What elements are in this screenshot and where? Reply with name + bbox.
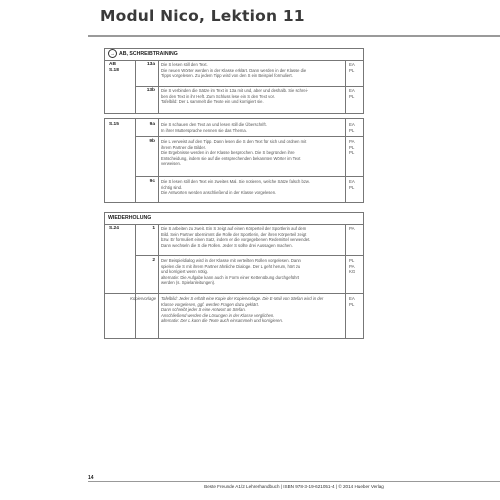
exercise-number: 9b <box>149 139 155 144</box>
section-header <box>105 49 363 61</box>
arrow-right-icon: → <box>108 49 117 58</box>
column-divider <box>135 224 136 338</box>
source-label: S.15 <box>109 122 119 127</box>
row-divider <box>105 293 363 294</box>
social-form: PA <box>349 226 355 231</box>
section-wiederholung <box>104 212 364 339</box>
exercise-text: Die S lesen still den Text ein zweites Mal. Sie notieren, welche Sätze falsch bzw. richtig sind. Die Antworten werden anschließend in der Klasse vorgelesen. <box>161 179 310 196</box>
row-divider <box>135 86 363 87</box>
social-form: PA PL PL <box>349 139 355 156</box>
exercise-number: 13a <box>146 62 155 67</box>
exercise-number: 13b <box>146 88 155 93</box>
row-divider <box>135 176 363 177</box>
exercise-text: Die S lesen still den Text. Die neuen Wörter werden in der Klasse erklärt. Dann werden in der Klasse die Tipps vorgelesen. Zu jedem Tipp wird von den S ein Beispiel formuliert. <box>161 62 307 79</box>
exercise-number: 9a <box>149 122 155 127</box>
section-header <box>105 213 363 225</box>
column-divider <box>345 119 346 202</box>
row-divider <box>135 255 363 256</box>
section-reading <box>104 118 364 203</box>
section-schreibtraining <box>104 48 364 114</box>
column-divider <box>158 119 159 202</box>
exercise-text: Die S arbeiten zu zweit. Ein S zeigt auf einen Körperteil der Sportlerin auf dem Bild. Sein Partner übernimmt die Rolle der Sportlerin, der ihren Körperteil zeigt bzw. Er formuliert einen Satz, indem er die vorgegebenen Redemittel verwendet. Dann wechseln die S die Rollen. Jeder S sollte drei Aussagen machen. <box>161 226 311 248</box>
social-form: EA PL <box>349 62 355 73</box>
social-form: EA PL <box>349 88 355 99</box>
exercise-number: 1 <box>152 226 155 231</box>
page-title: Modul Nico, Lektion 11 <box>100 7 305 25</box>
exercise-number: 9c <box>149 179 155 184</box>
row-divider <box>135 136 363 137</box>
footer-text: Beste Freunde A1/2 Lehrerhandbuch | ISBN 978-3-19-621051-4 | © 2014 Hueber Verlag <box>204 484 384 489</box>
footer-divider <box>88 481 500 482</box>
section-title: AB, SCHREIBTRAINING <box>119 51 178 57</box>
exercise-text: Tafelbild: Jeder S erhält eine Kopie der Kopiervorlage. Die E-Mail von Stefan wird in der Klasse vorgelesen, ggf. werden Fragen dazu geklärt. Dann schreibt jeder S eine Antwort an Stefan. Anschließend werden die Lösungen in der Klasse verglichen. alternativ: Der L kann die Texte auch einsammeln und korrigieren. <box>161 296 324 324</box>
section-title: WIEDERHOLUNG <box>108 215 152 221</box>
social-form: EA PL <box>349 122 355 133</box>
column-divider <box>158 224 159 338</box>
social-form: EA PL <box>349 179 355 190</box>
social-form: PL PA KG <box>349 258 356 275</box>
column-divider <box>345 224 346 338</box>
column-divider <box>135 119 136 202</box>
exercise-text: Die L verweist auf den Tipp. Dann lesen die S den Text für sich und ordnen mit ihrem Partner die Bilder. Die Ergebnisse werden in der Klasse besprochen. Die S begründen ihre Entscheidung, indem sie auf die entsprechenden bekannten Wörter im Text verweisen. <box>161 139 307 167</box>
page-number: 14 <box>88 475 94 481</box>
title-divider <box>88 35 500 37</box>
source-label: S.24 <box>109 226 119 231</box>
source-label: AB S.18 <box>109 62 119 73</box>
exercise-text: Der Beispieldialog wird in der Klasse mit verteilten Rollen vorgelesen. Dann spielen die S mit ihrem Partner ähnliche Dialoge. Der L geht herum, hört zu und korrigiert wenn nötig. alternativ: Die Aufgabe kann auch in Form einer Kettenübung durchgeführt werden (s. Spielanleitungen). <box>161 258 301 286</box>
exercise-text: Die S schauen den Text an und lesen still die Überschrift. In ihrer Muttersprache nennen sie das Thema. <box>161 122 267 133</box>
social-form: EA PL <box>349 296 355 307</box>
exercise-text: Die S verbinden die Sätze im Text in 13a mit und, aber und deshalb. Sie schrei- ben den Text in ihr Heft. Zum Schluss lese ein S den Text vor. Tafelbild: Der L sammelt die Texte ein und korrigiert sie. <box>161 88 309 105</box>
exercise-number: 2 <box>152 258 155 263</box>
kopiervorlage-note: Kopiervorlage <box>130 296 156 301</box>
